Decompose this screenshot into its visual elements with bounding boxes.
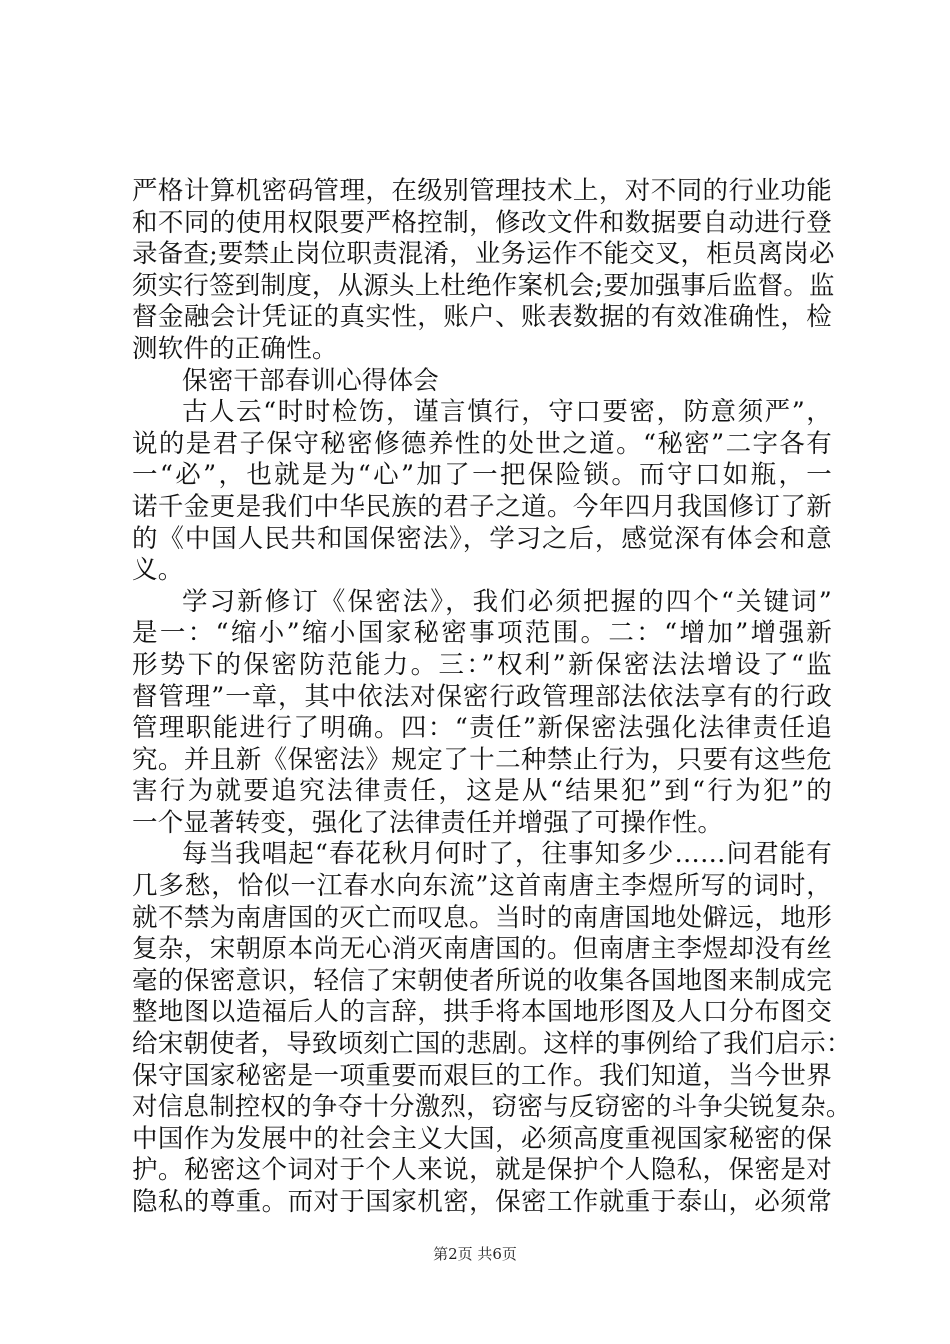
text-line: 测软件的正确性。	[132, 333, 338, 364]
text-line: 一个显著转变，强化了法律责任并增强了可操作性。	[132, 807, 724, 838]
text-line: 害行为就要追究法律责任，这是从“结果犯”到“行为犯”的	[132, 776, 832, 807]
text-line: 督管理”一章，其中依法对保密行政管理部法依法享有的行政	[132, 681, 832, 712]
text-line: 对信息制控权的争夺十分激烈，窃密与反窃密的斗争尖锐复杂。	[132, 1092, 852, 1123]
text-line: 录备查;要禁止岗位职责混淆，业务运作不能交叉，柜员离岗必	[132, 239, 835, 270]
text-line: 严格计算机密码管理，在级别管理技术上，对不同的行业功能	[132, 176, 832, 206]
text-line: 古人云“时时检饬，谨言慎行，守口要密，防意须严”，	[182, 397, 832, 428]
text-line: 隐私的尊重。而对于国家机密，保密工作就重于泰山，必须常	[132, 1187, 832, 1217]
text-line: 给宋朝使者，导致顷刻亡国的悲剧。这样的事例给了我们启示：	[132, 1029, 852, 1060]
text-line: 究。并且新《保密法》规定了十二种禁止行为，只要有这些危	[132, 744, 832, 775]
document-body	[132, 176, 852, 1219]
text-line: 和不同的使用权限要严格控制，修改文件和数据要自动进行登	[132, 207, 832, 238]
text-line: 管理职能进行了明确。四：“责任”新保密法强化法律责任追	[132, 713, 832, 744]
text-line: 保守国家秘密是一项重要而艰巨的工作。我们知道，当今世界	[132, 1060, 832, 1091]
text-line: 整地图以造福后人的言辞，拱手将本国地形图及人口分布图交	[132, 997, 832, 1028]
text-line: 就不禁为南唐国的灭亡而叹息。当时的南唐国地处僻远，地形	[132, 902, 832, 933]
text-line: 学习新修订《保密法》，我们必须把握的四个“关键词”	[182, 586, 832, 617]
section-heading: 保密干部春训心得体会	[182, 365, 440, 396]
text-line: 护。秘密这个词对于个人来说，就是保护个人隐私，保密是对	[132, 1155, 832, 1186]
page-number-label: 第2页 共6页	[433, 1245, 517, 1263]
text-line: 每当我唱起“春花秋月何时了，往事知多少……问君能有	[182, 839, 832, 870]
text-line: 督金融会计凭证的真实性，账户、账表数据的有效准确性，检	[132, 302, 832, 333]
text-line: 义。	[132, 555, 184, 586]
text-line: 是一：“缩小”缩小国家秘密事项范围。二：“增加”增强新	[132, 618, 832, 649]
text-line: 中国作为发展中的社会主义大国，必须高度重视国家秘密的保	[132, 1123, 832, 1154]
page-footer	[0, 1244, 950, 1264]
text-line: 一“必”，也就是为“心”加了一把保险锁。而守口如瓶，一	[132, 460, 832, 491]
text-line: 诺千金更是我们中华民族的君子之道。今年四月我国修订了新	[132, 491, 832, 522]
text-line: 复杂，宋朝原本尚无心消灭南唐国的。但南唐主李煜却没有丝	[132, 934, 832, 965]
text-line: 的《中国人民共和国保密法》，学习之后，感觉深有体会和意	[132, 523, 832, 554]
text-line: 须实行签到制度，从源头上杜绝作案机会;要加强事后监督。监	[132, 270, 835, 301]
text-line: 毫的保密意识，轻信了宋朝使者所说的收集各国地图来制成完	[132, 965, 832, 996]
text-line: 说的是君子保守秘密修德养性的处世之道。“秘密”二字各有	[132, 428, 832, 459]
text-line: 形势下的保密防范能力。三：”权利”新保密法法增设了“监	[132, 649, 832, 680]
text-line: 几多愁，恰似一江春水向东流”这首南唐主李煜所写的词时，	[132, 871, 832, 902]
